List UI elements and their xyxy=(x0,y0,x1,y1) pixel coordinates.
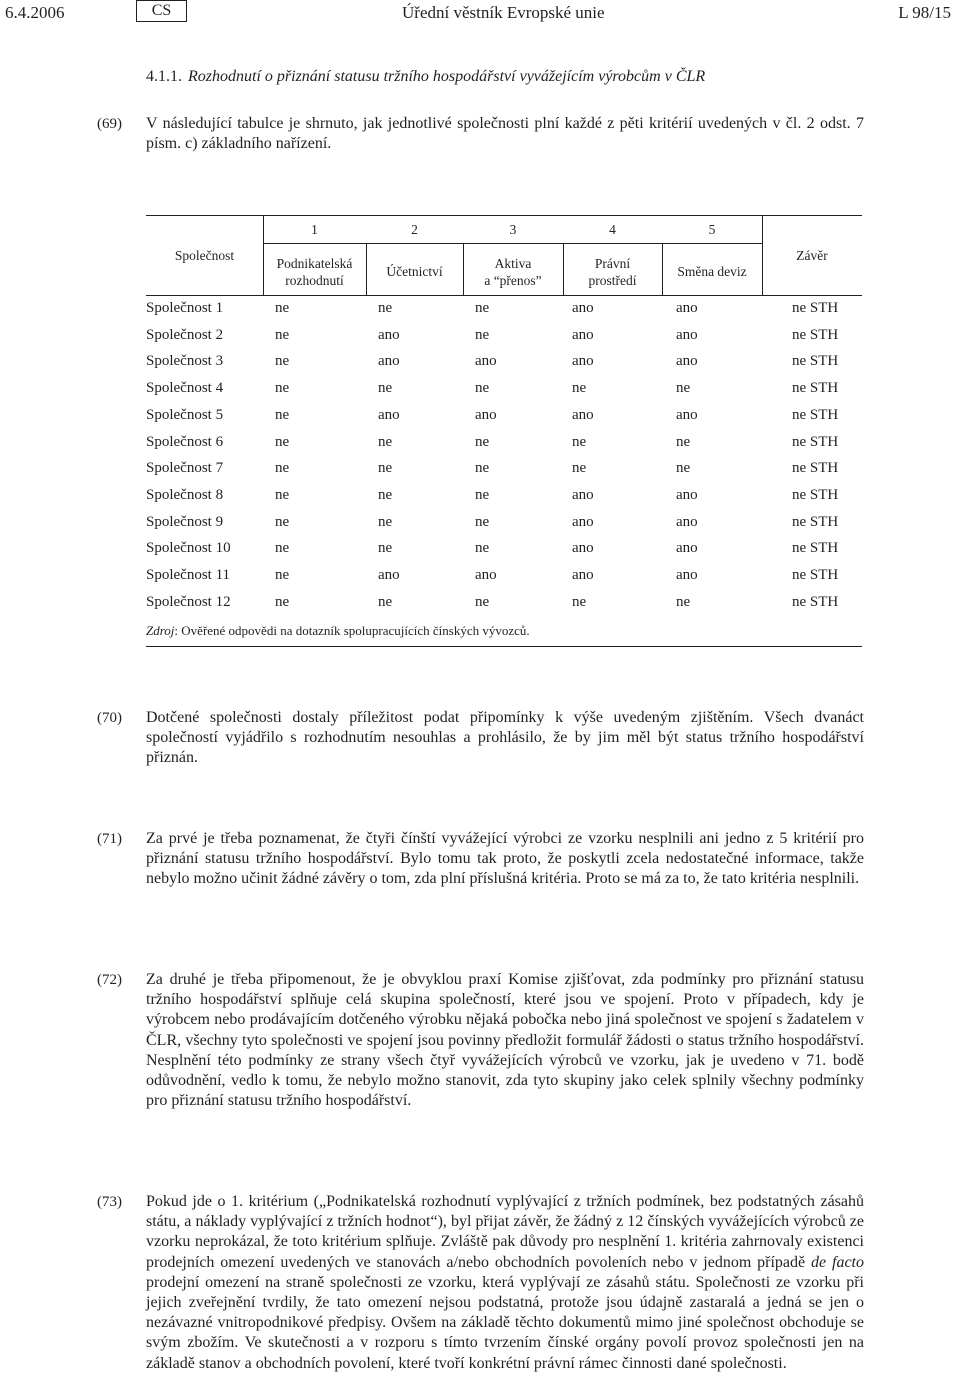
criterion-value-cell: ano xyxy=(676,567,698,583)
company-name-cell: Společnost 4 xyxy=(146,380,224,397)
company-name-cell: Společnost 3 xyxy=(146,353,224,370)
company-name-cell: Společnost 9 xyxy=(146,513,224,530)
criterion-value-cell: ne xyxy=(572,460,587,477)
paragraph-71-text: Za prvé je třeba poznamenat, že čtyři čínští vyvážející výrobci ze vzorku nesplnili ani jedno z 5 kritérií pro přiznání statusu tržního hospodářství. Bylo tomu tak proto, že poskytli zcela nedostatečné informace, takže nebylo možno učinit žádné závěry o tom, zda plní příslušná kritéria. Proto se má za to, že tato kritéria nesplnili. xyxy=(146,830,864,888)
conclusion-cell: ne STH xyxy=(792,593,839,610)
criterion-value-cell: ne xyxy=(378,380,393,397)
criterion-name xyxy=(662,263,762,280)
criterion-value-cell: ano xyxy=(572,326,594,343)
criterion-value-cell: ne xyxy=(475,433,490,450)
criterion-number: 5 xyxy=(708,222,716,237)
criterion-value-cell: ne xyxy=(275,593,290,610)
conclusion-cell: ne STH xyxy=(792,567,839,583)
criterion-value-cell: ano xyxy=(572,353,594,370)
conclusion-cell: ne STH xyxy=(792,380,839,397)
conclusion-column-header: Závěr xyxy=(796,248,828,263)
paragraph-70-text: Dotčené společnosti dostaly příležitost podat připomínky k výše uvedeným zjištěním. Všech dvanáct společností vyjádřilo s rozhodnutím nesouhlas a prohlásilo, že by jim měl být status tržního hospodářství přiznán. xyxy=(146,709,864,767)
criterion-number: 2 xyxy=(411,222,418,237)
conclusion-cell: ne STH xyxy=(792,513,839,530)
criterion-value-cell: ano xyxy=(475,406,497,423)
criterion-number: 3 xyxy=(509,222,517,237)
criterion-value-cell: ne xyxy=(475,460,490,477)
criterion-value-cell: ne xyxy=(275,353,290,370)
conclusion-cell: ne STH xyxy=(792,300,839,316)
criterion-name-line: Aktiva xyxy=(494,256,532,271)
company-column-header: Společnost xyxy=(174,248,235,263)
criterion-name-line: prostředí xyxy=(588,273,637,288)
criterion-value-cell: ne xyxy=(676,593,691,610)
company-name-cell: Společnost 8 xyxy=(146,486,224,503)
paragraph-73-text-part: prodejní omezení na straně společnosti ze vzorku, která vyplývají ze zásahů státu. Společnosti ze vzorku při jejich zveřejnění tvrdily, že tato omezení nejsou podstatná, protože jsou údajně zastaralá a jedná se jen o nezávazné vnitropodnikové předpisy. Ovšem na základě těchto dokumentů mimo jiné společnost obchoduje se svým zbožím. Ve skutečnosti a v rozporu s tímto tvrzením čínské orgány povolí provoz společnosti jen na základě stanov a obchodních povolení, které tvoří konkrétní právní rámec činnosti dané společnosti. xyxy=(146,1273,864,1372)
criterion-number: 4 xyxy=(609,222,616,237)
criterion-name-line: a “přenos” xyxy=(484,273,542,288)
criterion-value-cell: ano xyxy=(676,513,698,530)
company-name-cell: Společnost 12 xyxy=(146,593,231,610)
section-title: Rozhodnutí o přiznání statusu tržního hospodářství vyvážejícím výrobcům v ČLR xyxy=(188,68,706,85)
paragraph-69-text: V následující tabulce je shrnuto, jak jednotlivé společnosti plní každé z pěti kritérií uvedených v čl. 2 odst. 7 písm. c) základního nařízení. xyxy=(146,115,864,153)
criterion-value-cell: ano xyxy=(676,326,698,343)
criterion-value-cell: ne xyxy=(275,433,290,450)
conclusion-cell: ne STH xyxy=(792,486,839,503)
conclusion-cell: ne STH xyxy=(792,326,839,343)
criterion-value-cell: ne xyxy=(475,513,490,530)
table-source-note xyxy=(146,623,530,639)
criterion-number: 1 xyxy=(311,222,318,237)
criterion-value-cell: ano xyxy=(572,486,594,503)
paragraph-71 xyxy=(146,829,864,890)
criterion-value-cell: ne xyxy=(572,433,587,450)
criterion-value-cell: ano xyxy=(475,353,497,370)
criterion-value-cell: ne xyxy=(378,300,393,316)
criterion-name xyxy=(366,263,463,280)
criterion-value-cell: ne xyxy=(676,460,691,477)
criterion-value-cell: ano xyxy=(676,406,698,423)
criterion-value-cell: ne xyxy=(572,380,587,397)
criterion-value-cell: ne xyxy=(475,380,490,397)
criterion-value-cell: ano xyxy=(378,567,400,583)
criterion-value-cell: ne xyxy=(378,593,393,610)
criterion-value-cell: ne xyxy=(378,540,393,557)
paragraph-69 xyxy=(146,114,864,154)
criterion-name xyxy=(263,255,366,289)
criterion-value-cell: ne xyxy=(475,326,490,343)
criterion-value-cell: ano xyxy=(475,567,497,583)
paragraph-73 xyxy=(146,1192,864,1374)
criterion-value-cell: ano xyxy=(676,300,698,316)
source-label: Zdroj xyxy=(146,623,175,638)
journal-title: Úřední věstník Evropské unie xyxy=(402,3,605,22)
criterion-value-cell: ano xyxy=(572,300,594,316)
company-name-cell: Společnost 5 xyxy=(146,406,224,423)
paragraph-73-text-part: Pokud jde o 1. kritérium („Podnikatelská rozhodnutí vyplývající z tržních podmínek, bez podstatných zásahů státu, a náklady vyplývající z tržních hodnot“), byl přijat závěr, že žádný z 12 čínských vyvážejících výrobců ze vzorku neprokázal, že toto kritérium splňuje. Zvláště pak důvody pro nesplnění 1. kritéria zahrnovaly existenci prodejních omezení uvedených ve stanovách a/nebo obchodních povoleních nebo v jednom případě xyxy=(146,1193,864,1271)
conclusion-cell: ne STH xyxy=(792,433,839,450)
criterion-value-cell: ne xyxy=(475,486,490,503)
criterion-value-cell: ne xyxy=(275,567,290,583)
criterion-name-line: rozhodnutí xyxy=(285,273,344,288)
criterion-value-cell: ano xyxy=(378,406,400,423)
criterion-value-cell: ne xyxy=(475,540,490,557)
table-header-divider xyxy=(263,243,763,244)
paragraph-number-70: (70) xyxy=(97,710,122,726)
source-text: : Ověřené odpovědi na dotazník spolupracujících čínských vývozců. xyxy=(174,623,530,638)
criterion-value-cell: ne xyxy=(275,513,290,530)
criterion-value-cell: ano xyxy=(572,513,594,530)
page-reference: L 98/15 xyxy=(898,3,951,22)
paragraph-number-69: (69) xyxy=(97,116,122,132)
criterion-name xyxy=(563,255,662,289)
paragraph-73-italic: de facto xyxy=(811,1253,865,1271)
table-header-rule xyxy=(146,295,862,296)
criterion-name-line: Právní xyxy=(594,256,631,271)
criterion-value-cell: ne xyxy=(378,513,393,530)
criterion-value-cell: ne xyxy=(676,380,691,397)
criterion-value-cell: ne xyxy=(275,326,290,343)
section-number: 4.1.1. xyxy=(146,68,182,85)
company-name-cell: Společnost 7 xyxy=(146,460,224,477)
criterion-value-cell: ne xyxy=(275,300,290,316)
criterion-value-cell: ano xyxy=(676,353,698,370)
criterion-value-cell: ne xyxy=(275,380,290,397)
language-badge: CS xyxy=(136,0,187,22)
section-heading xyxy=(146,68,705,86)
table-bottom-rule xyxy=(146,646,862,647)
criterion-name-line: Podnikatelská xyxy=(276,256,353,271)
criterion-value-cell: ne xyxy=(275,486,290,503)
paragraph-70 xyxy=(146,708,864,769)
criterion-value-cell: ano xyxy=(676,486,698,503)
criterion-name xyxy=(463,255,563,289)
criterion-value-cell: ano xyxy=(572,540,594,557)
paragraph-number-71: (71) xyxy=(97,831,122,847)
company-name-cell: Společnost 11 xyxy=(146,567,231,583)
company-name-cell: Společnost 10 xyxy=(146,540,231,557)
criterion-value-cell: ano xyxy=(676,540,698,557)
conclusion-cell: ne STH xyxy=(792,540,839,557)
company-name-cell: Společnost 1 xyxy=(146,300,224,316)
company-name-cell: Společnost 2 xyxy=(146,326,224,343)
criterion-value-cell: ne xyxy=(275,460,290,477)
paragraph-72-text: Za druhé je třeba připomenout, že je obvyklou praxí Komise zjišťovat, zda podmínky pro přiznání statusu tržního hospodářství splňuje celá skupina společností, které jsou ve spojení. Proto v případech, kdy je výrobcem nebo prodávajícím dotčeného výrobku nějaká pobočka nebo jiná společnost ve spojení s žadatelem v ČLR, všechny tyto společnosti ve spojení jsou povinny předložit formulář žádosti o status tržního hospodářství. Nesplnění této podmínky ze strany všech čtyř vyvážejících výrobců ve vzorku, jak je uvedeno v 71. bodě odůvodnění, vedlo k tomu, že nebylo možno stanovit, zda tyto skupiny jako celek splnily všechny podmínky pro přiznání statusu tržního hospodářství. xyxy=(146,971,864,1110)
criterion-value-cell: ne xyxy=(275,406,290,423)
criterion-value-cell: ne xyxy=(378,486,393,503)
paragraph-73-text xyxy=(146,1192,864,1374)
criterion-value-cell: ano xyxy=(378,353,400,370)
criterion-value-cell: ano xyxy=(572,567,594,583)
conclusion-cell: ne STH xyxy=(792,460,839,477)
paragraph-72 xyxy=(146,970,864,1111)
table-top-rule xyxy=(146,215,862,216)
criterion-value-cell: ano xyxy=(378,326,400,343)
criterion-name-line: Účetnictví xyxy=(386,264,443,279)
criterion-value-cell: ne xyxy=(572,593,587,610)
conclusion-cell: ne STH xyxy=(792,406,839,423)
header-date: 6.4.2006 xyxy=(5,3,65,22)
criterion-value-cell: ne xyxy=(378,460,393,477)
conclusion-cell: ne STH xyxy=(792,353,839,370)
criterion-name-line: Směna deviz xyxy=(677,264,747,279)
paragraph-number-73: (73) xyxy=(97,1194,122,1210)
criterion-value-cell: ne xyxy=(475,593,490,610)
criterion-value-cell: ne xyxy=(475,300,490,316)
criterion-value-cell: ne xyxy=(378,433,393,450)
company-name-cell: Společnost 6 xyxy=(146,433,224,450)
criterion-value-cell: ne xyxy=(275,540,290,557)
criterion-value-cell: ano xyxy=(572,406,594,423)
criterion-value-cell: ne xyxy=(676,433,691,450)
paragraph-number-72: (72) xyxy=(97,972,122,988)
